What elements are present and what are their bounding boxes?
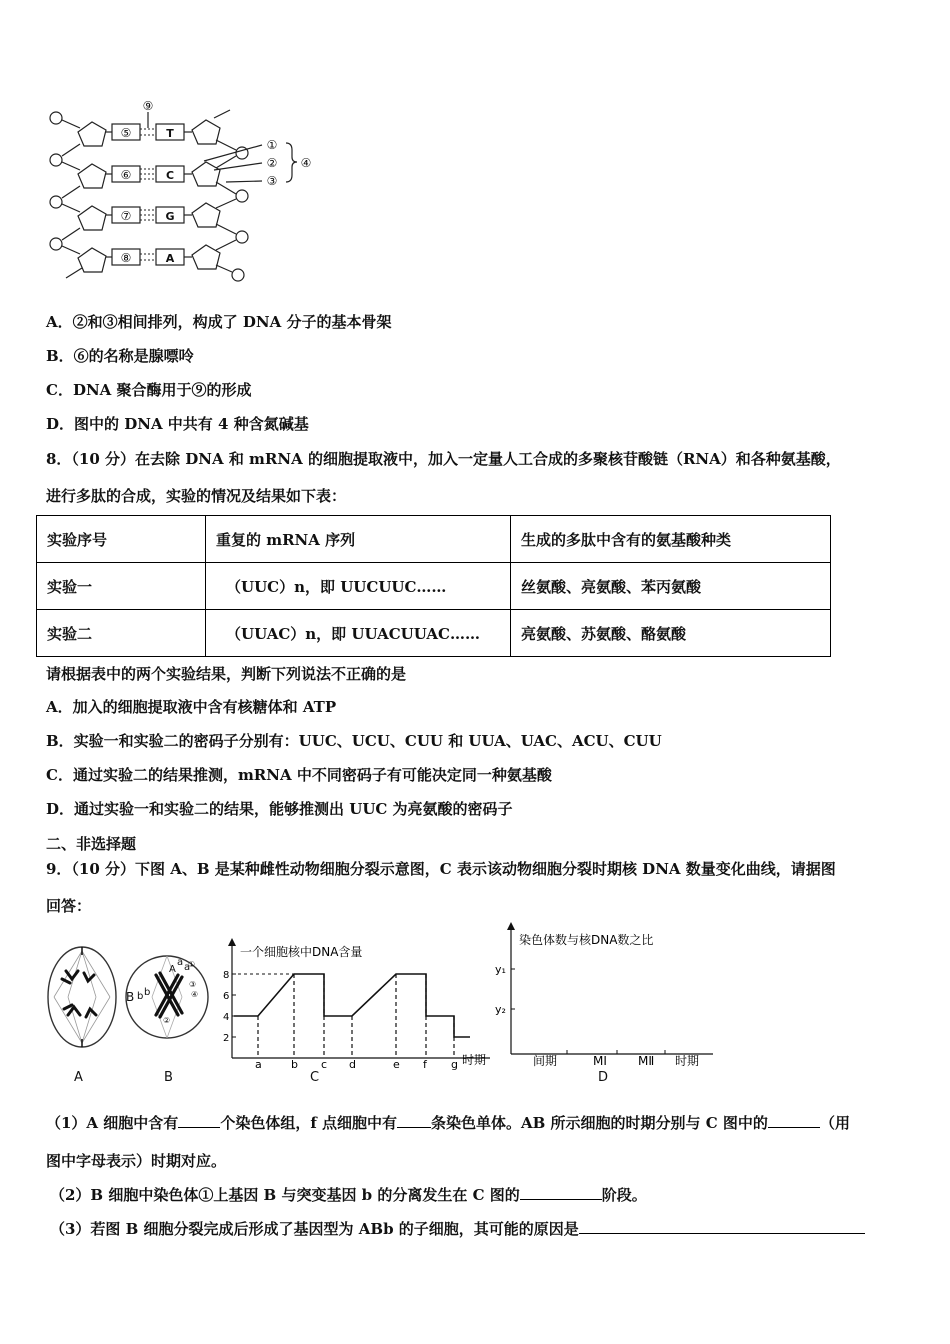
- q9-sub3: [50, 1218, 865, 1239]
- q9-sub2-text: 阶段。: [601, 1186, 647, 1204]
- x-tick-label: a: [255, 1058, 262, 1071]
- q9-stem-line1: 9．（10 分）下图 A、B 是某种雌性动物细胞分裂示意图，C 表示该动物细胞分裂时期核 DNA 数量变化曲线，请据图: [46, 860, 836, 878]
- x-tick-label: MⅡ: [638, 1054, 655, 1068]
- table-header: 生成的多肽中含有的氨基酸种类: [511, 516, 831, 563]
- label-1: ①: [266, 138, 278, 152]
- q9-sub1-text: 个染色体组，f 点细胞中有: [220, 1114, 397, 1132]
- label-4: ④: [300, 156, 312, 170]
- figure-label-d: D: [598, 1070, 609, 1085]
- x-tick-label: e: [393, 1058, 400, 1071]
- q7-option-c: C．DNA 聚合酶用于⑨的形成: [46, 381, 252, 399]
- base-g: G: [165, 210, 175, 223]
- label-6: ⑥: [120, 168, 132, 182]
- table-cell: 实验一: [37, 563, 206, 610]
- label-3: ③: [266, 174, 278, 188]
- answer-blank[interactable]: [520, 1185, 602, 1200]
- q8-question: 请根据表中的两个实验结果，判断下列说法不正确的是: [46, 665, 407, 683]
- table-row: [37, 563, 831, 610]
- q8-option-a: A．加入的细胞提取液中含有核糖体和 ATP: [46, 698, 337, 716]
- chart-title: 染色体数与核DNA数之比: [519, 933, 654, 947]
- base-c: C: [165, 169, 175, 182]
- q7-option-a: A．②和③相间排列，构成了 DNA 分子的基本骨架: [46, 313, 392, 331]
- answer-blank[interactable]: [768, 1113, 820, 1128]
- gene-a-2: a: [184, 962, 191, 973]
- gene-big-a: A: [169, 964, 176, 975]
- figure-label-a: A: [74, 1070, 83, 1085]
- table-header-row: [37, 516, 831, 563]
- q9-sub2: [50, 1184, 647, 1205]
- chrom-label-2: ②: [163, 1016, 171, 1025]
- cell-a-diagram: [44, 945, 124, 1060]
- q8-option-d: D．通过实验一和实验二的结果，能够推测出 UUC 为亮氨酸的密码子: [46, 800, 513, 818]
- gene-b-2: b: [144, 987, 151, 998]
- y-tick-label: y₁: [495, 963, 506, 976]
- q9-sub1-text: （用: [819, 1114, 850, 1132]
- q8-option-b: B．实验一和实验二的密码子分别有：UUC、UCU、CUU 和 UUA、UAC、ACU、CUU: [46, 732, 662, 750]
- q7-option-d: D．图中的 DNA 中共有 4 种含氮碱基: [46, 415, 309, 433]
- section-heading: 二、非选择题: [46, 835, 137, 853]
- q8-stem-line1: 8．（10 分）在去除 DNA 和 mRNA 的细胞提取液中，加入一定量人工合成的多聚核苷酸链（RNA）和各种氨基酸，: [46, 450, 841, 468]
- q7-option-b: B．⑥的名称是腺嘌呤: [46, 347, 194, 365]
- cell-b-diagram: [122, 945, 217, 1060]
- table-header: 实验序号: [37, 516, 206, 563]
- answer-blank[interactable]: [397, 1113, 431, 1128]
- chrom-label-3: ③: [189, 980, 197, 989]
- chart-title: 一个细胞核中DNA含量: [240, 945, 363, 959]
- gene-big-b: B: [126, 990, 135, 1004]
- chart-c-dna-content: [222, 938, 494, 1073]
- base-t: T: [166, 127, 174, 140]
- chrom-label-4: ④: [191, 990, 199, 999]
- table-cell: 实验二: [37, 610, 206, 657]
- data-line: [234, 974, 470, 1037]
- experiment-table: [36, 515, 831, 657]
- q9-sub1-text: （1）A 细胞中含有: [46, 1114, 179, 1132]
- y-tick-label: 2: [223, 1033, 230, 1044]
- gene-a-1: a: [177, 957, 184, 968]
- q9-sub2-text: （2）B 细胞中染色体①上基因 B 与突变基因 b 的分离发生在 C 图的: [50, 1186, 520, 1204]
- table-cell: 丝氨酸、亮氨酸、苯丙氨酸: [511, 563, 831, 610]
- q8-option-c: C．通过实验二的结果推测，mRNA 中不同密码子有可能决定同一种氨基酸: [46, 766, 552, 784]
- label-8: ⑧: [120, 251, 132, 265]
- q9-sub3-text: （3）若图 B 细胞分裂完成后形成了基因型为 ABb 的子细胞，其可能的原因是: [50, 1220, 579, 1238]
- x-tick-label: g: [451, 1058, 458, 1071]
- dna-structure-figure: [40, 98, 340, 283]
- answer-blank[interactable]: [579, 1219, 865, 1234]
- y-axis-arrow: [228, 938, 236, 946]
- chrom-label-1: ①: [188, 960, 196, 969]
- table-cell: 亮氨酸、苏氨酸、酪氨酸: [511, 610, 831, 657]
- q9-sub1-line2: 图中字母表示）时期对应。: [46, 1152, 227, 1170]
- table-row: [37, 610, 831, 657]
- x-tick-label: d: [349, 1058, 356, 1071]
- figure-label-c: C: [310, 1070, 320, 1085]
- answer-blank[interactable]: [178, 1113, 220, 1128]
- q9-sub1-line1: [46, 1112, 850, 1133]
- label-7: ⑦: [120, 209, 132, 223]
- label-5: ⑤: [120, 126, 132, 140]
- y-tick-label: y₂: [495, 1003, 506, 1016]
- x-tick-label: 间期: [533, 1054, 558, 1068]
- q8-stem-line2: 进行多肽的合成，实验的情况及结果如下表：: [46, 487, 347, 505]
- q9-sub1-text: 条染色单体。AB 所示细胞的时期分别与 C 图中的: [431, 1114, 768, 1132]
- x-axis-label: 时期: [675, 1054, 700, 1068]
- base-a: A: [165, 252, 175, 265]
- table-cell: （UUAC）n，即 UUACUUAC……: [206, 610, 511, 657]
- figure-label-b: B: [164, 1070, 173, 1085]
- y-tick-label: 4: [223, 1012, 230, 1023]
- x-tick-label: MⅠ: [593, 1054, 607, 1068]
- label-2: ②: [266, 156, 278, 170]
- table-cell: （UUC）n，即 UUCUUC……: [206, 563, 511, 610]
- y-axis-arrow: [507, 922, 515, 930]
- x-tick-label: c: [321, 1058, 328, 1071]
- x-tick-label: b: [291, 1058, 298, 1071]
- chart-d-ratio: [495, 920, 720, 1070]
- x-tick-label: f: [423, 1058, 427, 1071]
- y-tick-label: 6: [223, 991, 230, 1002]
- table-header: 重复的 mRNA 序列: [206, 516, 511, 563]
- q9-stem-line2: 回答：: [46, 897, 92, 915]
- label-9: ⑨: [142, 99, 154, 113]
- gene-b-1: b: [137, 991, 144, 1002]
- y-tick-label: 8: [223, 970, 230, 981]
- x-axis-label: 时期: [462, 1053, 487, 1067]
